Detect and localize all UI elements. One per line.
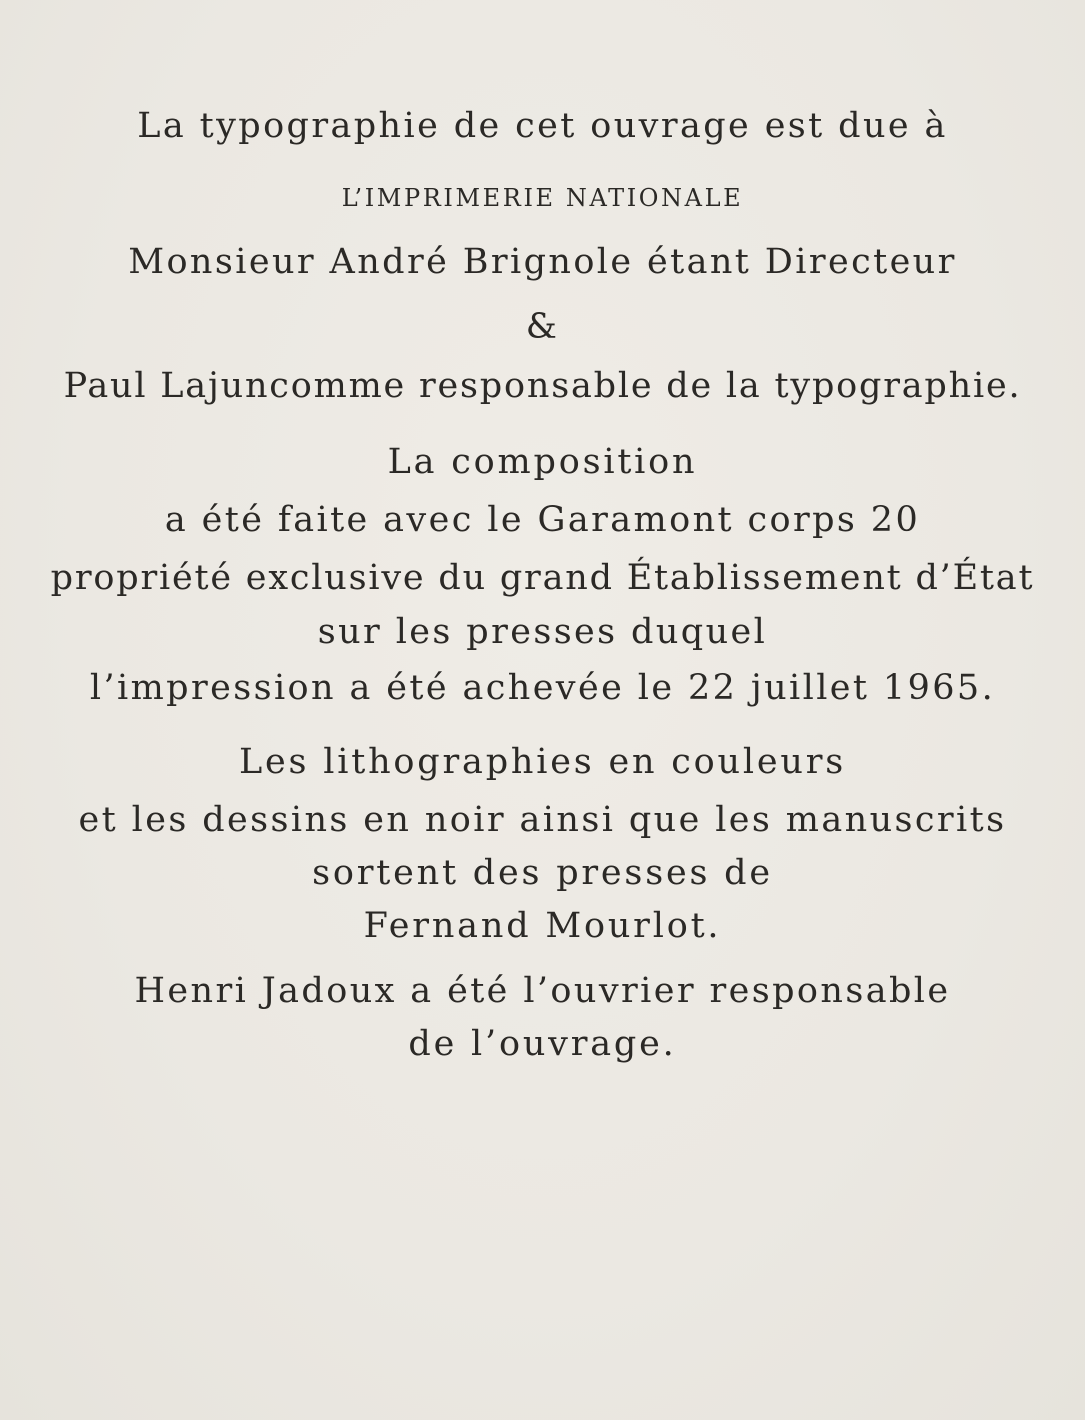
colophon-line-lithographs: Les lithographies en couleurs [239, 742, 846, 782]
colophon-line-ampersand: & [525, 307, 560, 347]
colophon-line-imprimerie: L’IMPRIMERIE NATIONALE [341, 184, 744, 212]
colophon-line-ouvrage: de l’ouvrage. [408, 1024, 677, 1064]
colophon-line-typographer: Paul Lajuncomme responsable de la typographie. [63, 366, 1022, 406]
colophon-line-presses: sur les presses duquel [317, 612, 768, 652]
colophon-line-mourlot: Fernand Mourlot. [363, 906, 722, 946]
colophon-line-jadoux: Henri Jadoux a été l’ouvrier responsable [134, 971, 951, 1011]
colophon-line-printed-by: sortent des presses de [312, 853, 773, 893]
colophon-line-director: Monsieur André Brignole étant Directeur [128, 242, 957, 282]
colophon-line-property: propriété exclusive du grand Établissement d’État [50, 558, 1035, 598]
colophon-line-typography: La typographie de cet ouvrage est due à [137, 106, 948, 146]
colophon-line-composition: La composition [387, 442, 698, 482]
colophon-line-drawings: et les dessins en noir ainsi que les manuscrits [78, 800, 1007, 840]
colophon-line-garamont: a été faite avec le Garamont corps 20 [164, 500, 921, 540]
colophon-line-print-date: l’impression a été achevée le 22 juillet 1965. [89, 668, 996, 708]
